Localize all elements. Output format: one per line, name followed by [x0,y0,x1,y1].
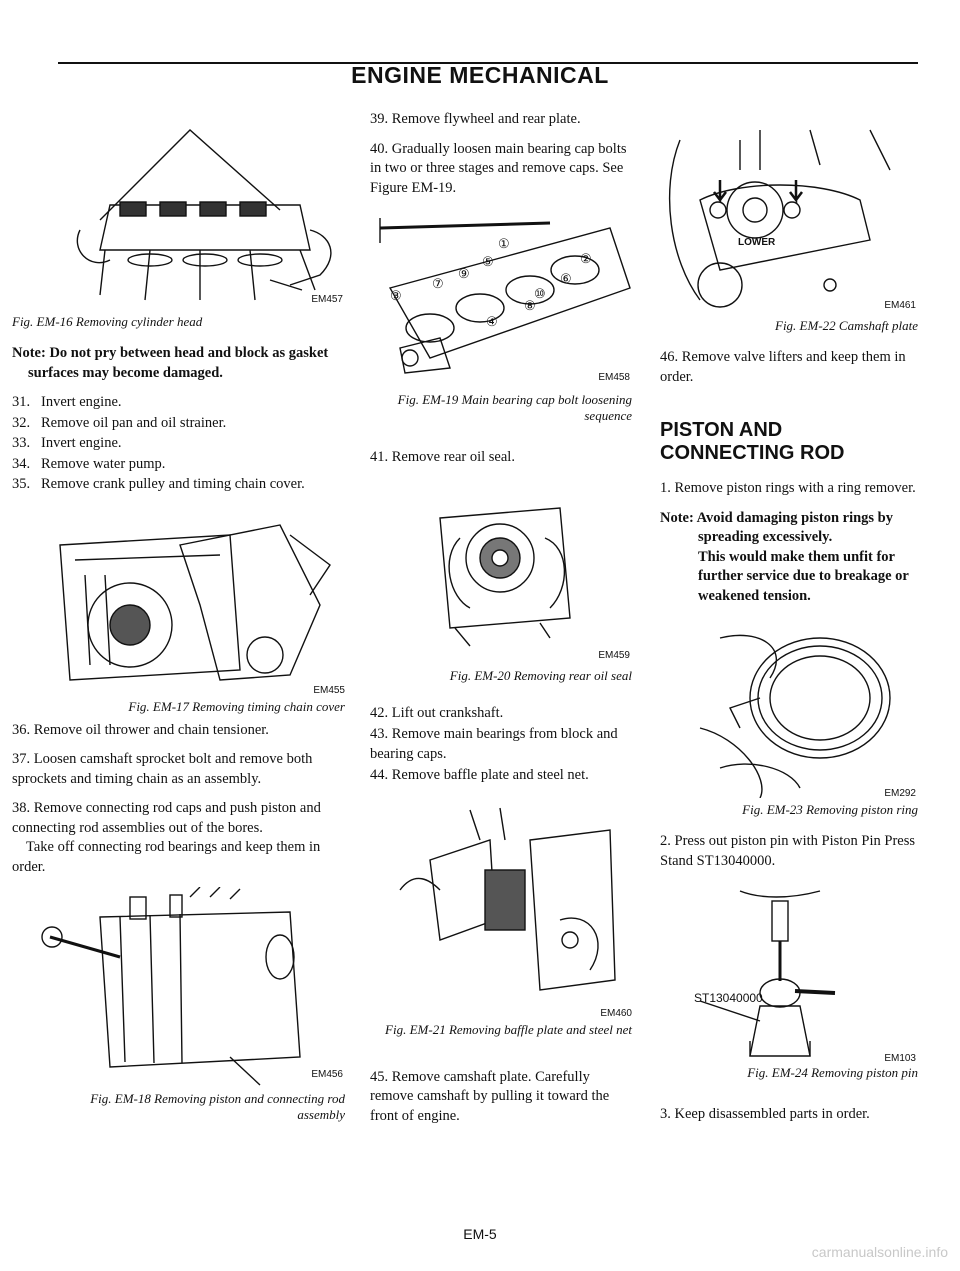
figure-code: EM456 [311,1069,343,1080]
step-39: 39. Remove flywheel and rear plate. [370,111,581,127]
svg-text:②: ② [580,251,592,266]
page-number: EM-5 [463,1226,497,1242]
note-piston-rings [660,509,918,607]
figure-caption [370,668,632,684]
figure-number: Fig. EM-23 [742,802,803,817]
figure-caption-text: Removing timing chain cover [192,698,345,714]
figure-caption [370,1006,632,1038]
note-text: Do not pry between head and block as gasket surfaces may become damaged. [28,345,329,381]
figure-em20 [370,478,632,661]
svg-text:⑤: ⑤ [482,254,494,269]
figure-em21 [370,800,632,1000]
timing-chain-cover-illustration [30,505,335,685]
step-38: 38. Remove connecting rod caps and push piston and connecting rod assemblies out of the bores. [12,800,321,836]
column-middle [370,110,632,1136]
figure-em19 [370,208,632,383]
figure-caption-text: Camshaft plate [838,318,918,333]
figure-em23 [660,618,918,798]
step-2: 2. Press out piston pin with Piston Pin Press Stand ST13040000. [660,833,915,869]
column-left [12,110,345,1137]
step-43: 43. Remove main bearings from block and bearing caps. [370,726,618,762]
figure-number: Fig. EM-16 [12,314,73,329]
figure-number: Fig. EM-17 [128,698,190,714]
svg-text:⑦: ⑦ [432,276,444,291]
figure-em22 [660,110,918,310]
figure-code: EM459 [598,649,630,661]
figure-em24 [660,881,918,1064]
figure-caption-text: Removing cylinder head [75,314,203,329]
figure-number: Fig. EM-19 [397,392,459,407]
page-title: ENGINE MECHANICAL [351,62,609,88]
piston-pin-press-illustration [660,881,918,1061]
step-40: 40. Gradually loosen main bearing cap bolts in two or three stages and remove caps. See Figure EM-19. [370,140,627,196]
list-item: 33. Invert engine. [12,435,122,451]
section-heading-line1: PISTON AND [660,419,783,441]
step-37: 37. Loosen camshaft sprocket bolt and remove both sprockets and timing chain as an assembly. [12,751,313,787]
figure-code: EM455 [313,684,345,696]
step-46: 46. Remove valve lifters and keep them in order. [660,349,906,385]
step-42: 42. Lift out crankshaft. [370,704,504,721]
note-gasket [12,344,345,383]
section-heading-line2: CONNECTING ROD [660,442,845,464]
tool-label: ST13040000 [694,991,763,1005]
figure-caption [660,802,918,818]
column-right [660,110,918,1135]
step-44: 44. Remove baffle plate and steel net. [370,767,589,783]
figure-caption [660,318,918,334]
figure-caption-text: Removing piston pin [811,1065,918,1080]
figure-code: EM292 [884,788,916,799]
page-header [0,0,960,100]
step-41: 41. Remove rear oil seal. [370,449,515,465]
figure-number: Fig. EM-22 [775,318,836,333]
figure-caption [660,1065,918,1081]
figure-number: Fig. EM-24 [747,1065,808,1080]
step-36: 36. Remove oil thrower and chain tensioner. [12,721,269,738]
list-item: 35. Remove crank pulley and timing chain cover. [12,476,305,492]
section-heading [660,419,918,465]
svg-text:⑨: ⑨ [458,266,470,281]
step-38-continued: Take off connecting rod bearings and keep them in order. [12,839,321,875]
figure-code: EM458 [598,372,630,383]
figure-caption-text: Main bearing cap bolt loosening sequence [461,392,632,423]
list-item: 32. Remove oil pan and oil strainer. [12,414,227,431]
note-label: Note: [660,509,694,526]
note-text: Avoid damaging piston rings by spreading excessively. [696,509,893,545]
figure-number: Fig. EM-21 [385,1021,446,1037]
step-3: 3. Keep disassembled parts in order. [660,1106,870,1122]
figure-caption [370,392,632,424]
main-bearing-cap-illustration [370,208,632,378]
figure-code: EM457 [311,294,343,305]
step-45: 45. Remove camshaft plate. Carefully remove camshaft by pulling it toward the front of engine. [370,1068,610,1124]
figure-code: EM461 [884,300,916,311]
note-text-continued: This would make them unfit for further service due to breakage or weakened tension. [698,548,909,604]
figure-code: EM460 [600,1007,632,1019]
figure-caption-text: Removing piston ring [806,802,918,817]
list-item: 34. Remove water pump. [12,455,166,472]
list-item: 31. Invert engine. [12,394,122,410]
rear-oil-seal-illustration [370,478,632,648]
figure-caption-text: Removing baffle plate and steel net [448,1021,632,1037]
svg-text:④: ④ [486,314,498,329]
lower-label: LOWER [738,237,776,248]
note-label: Note: [12,345,46,361]
piston-removal-illustration [30,887,335,1087]
figure-caption [12,314,345,330]
figure-em16 [40,110,345,310]
svg-text:⑥: ⑥ [560,271,572,286]
svg-text:①: ① [498,236,510,251]
svg-text:③: ③ [390,288,402,303]
camshaft-plate-illustration [660,110,918,310]
watermark: carmanualsonline.info [811,1244,948,1260]
figure-em17 [30,505,345,685]
figure-em18 [30,887,345,1087]
svg-text:⑧: ⑧ [524,298,536,313]
figure-code: EM103 [884,1053,916,1064]
piston-ring-illustration [660,618,918,798]
baffle-plate-illustration [370,800,632,1000]
figure-caption [40,1091,345,1123]
step-1: 1. Remove piston rings with a ring remover. [660,480,916,496]
cylinder-head-illustration [40,110,345,310]
steps-31-35 [12,393,345,495]
svg-text:⑩: ⑩ [534,286,546,301]
figure-caption-text: Removing piston and connecting rod assembly [154,1091,345,1122]
figure-number: Fig. EM-18 [90,1091,151,1106]
figure-number: Fig. EM-20 [449,667,511,683]
figure-caption [40,683,345,715]
figure-caption-text: Removing rear oil seal [513,667,632,683]
